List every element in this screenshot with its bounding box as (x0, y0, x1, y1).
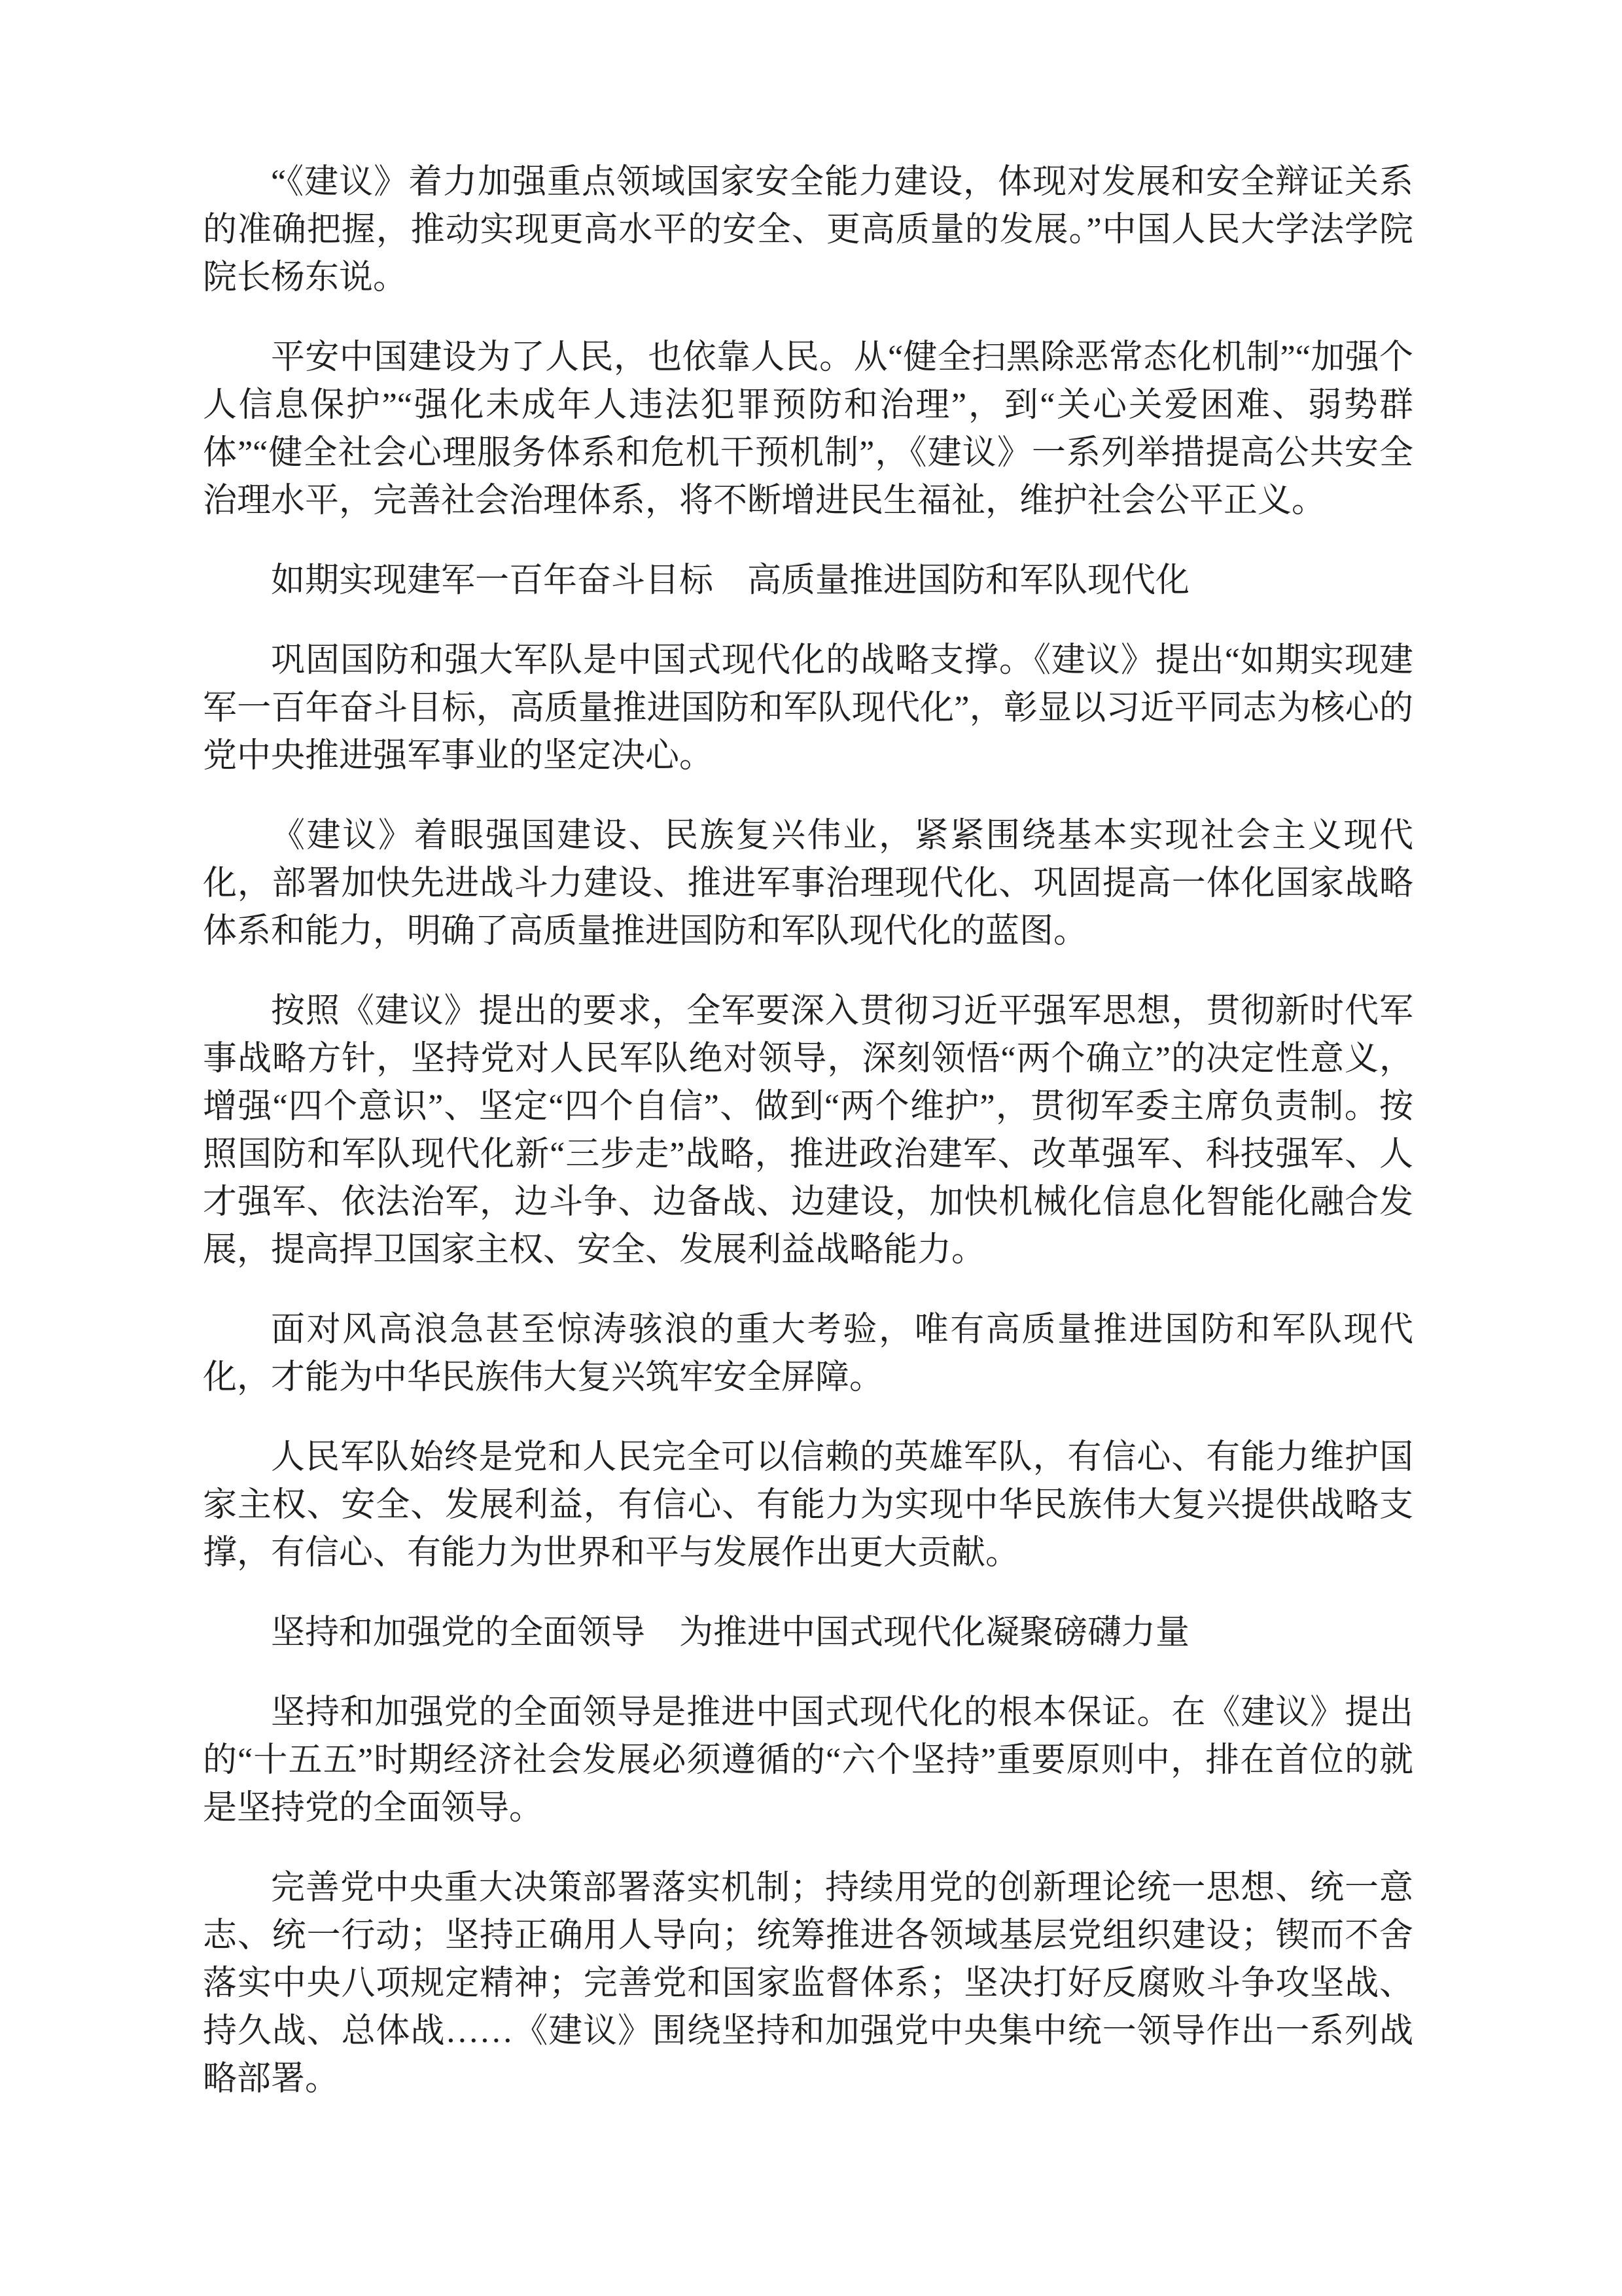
document-body-text (203, 158, 1413, 2103)
section-heading: 坚持和加强党的全面领导 为推进中国式现代化凝聚磅礴力量 (271, 1614, 1190, 1651)
paragraph: 坚持和加强党的全面领导是推进中国式现代化的根本保证。在《建议》提出的“十五五”时期经济社会发展必须遵循的“六个坚持”重要原则中，排在首位的就是坚持党的全面领导。 (203, 1694, 1413, 1827)
paragraph: 按照《建议》提出的要求，全军要深入贯彻习近平强军思想，贯彻新时代军事战略方针，坚持党对人民军队绝对领导，深刻领悟“两个确立”的决定性意义，增强“四个意识”、坚定“四个自信”、做到“两个维护”，贯彻军委主席负责制。按照国防和军队现代化新“三步走”战略，推进政治建军、改革强军、科技强军、人才强军、依法治军，边斗争、边备战、边建设，加快机械化信息化智能化融合发展，提高捍卫国家主权、安全、发展利益战略能力。 (203, 993, 1413, 1269)
paragraph: 人民军队始终是党和人民完全可以信赖的英雄军队，有信心、有能力维护国家主权、安全、发展利益，有信心、有能力为实现中华民族伟大复兴提供战略支撑，有信心、有能力为世界和平与发展作出更大贡献。 (203, 1439, 1413, 1572)
paragraph: 巩固国防和强大军队是中国式现代化的战略支撑。《建议》提出“如期实现建军一百年奋斗目标，高质量推进国防和军队现代化”，彰显以习近平同志为核心的党中央推进强军事业的坚定决心。 (203, 642, 1413, 775)
paragraph: 平安中国建设为了人民，也依靠人民。从“健全扫黑除恶常态化机制”“加强个人信息保护”“强化未成年人违法犯罪预防和治理”，到“关心关爱困难、弱势群体”“健全社会心理服务体系和危机干预机制”，《建议》一系列举措提高公共安全治理水平，完善社会治理体系，将不断增进民生福祉，维护社会公平正义。 (203, 339, 1413, 520)
paragraph: “《建议》着力加强重点领域国家安全能力建设，体现对发展和安全辩证关系的准确把握，推动实现更高水平的安全、更高质量的发展。”中国人民大学法学院院长杨东说。 (203, 164, 1413, 296)
paragraph: 面对风高浪急甚至惊涛骇浪的重大考验，唯有高质量推进国防和军队现代化，才能为中华民族伟大复兴筑牢安全屏障。 (203, 1311, 1413, 1396)
paragraph: 《建议》着眼强国建设、民族复兴伟业，紧紧围绕基本实现社会主义现代化，部署加快先进战斗力建设、推进军事治理现代化、巩固提高一体化国家战略体系和能力，明确了高质量推进国防和军队现代化的蓝图。 (203, 817, 1413, 950)
section-heading: 如期实现建军一百年奋斗目标 高质量推进国防和军队现代化 (271, 562, 1190, 599)
paragraph: 完善党中央重大决策部署落实机制；持续用党的创新理论统一思想、统一意志、统一行动；坚持正确用人导向；统筹推进各领域基层党组织建设；锲而不舍落实中央八项规定精神；完善党和国家监督体系；坚决打好反腐败斗争攻坚战、持久战、总体战……《建议》围绕坚持和加强党中央集中统一领导作出一系列战略部署。 (203, 1869, 1413, 2098)
